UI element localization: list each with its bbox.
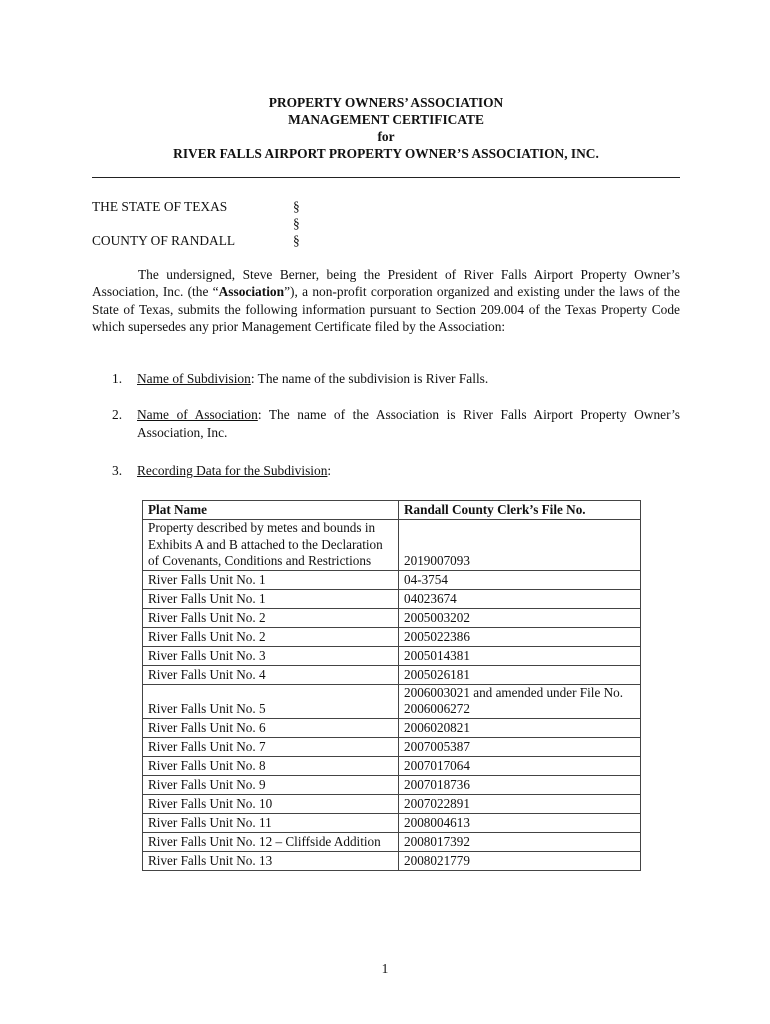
plat-name-cell: River Falls Unit No. 6 — [143, 718, 399, 737]
table-row — [143, 520, 641, 571]
file-no-cell: 2007018736 — [399, 775, 641, 794]
table-row — [143, 775, 641, 794]
column-header-plat-name: Plat Name — [143, 501, 399, 520]
item-number: 1. — [112, 371, 123, 386]
file-no-cell: 2007022891 — [399, 794, 641, 813]
plat-name-cell: River Falls Unit No. 10 — [143, 794, 399, 813]
title-line-4: RIVER FALLS AIRPORT PROPERTY OWNER’S ASSOCIATION, INC. — [173, 146, 599, 161]
file-no-cell: 2005003202 — [399, 608, 641, 627]
item-heading: Recording Data for the Subdivision — [137, 463, 328, 478]
title-line-1: PROPERTY OWNERS’ ASSOCIATION — [268, 95, 504, 110]
table-row — [143, 756, 641, 775]
recording-data-table — [142, 500, 641, 871]
county-label: COUNTY OF RANDALL — [92, 233, 236, 248]
intro-text-post: ”), a non-profit corporation organized and existing under the laws of the State of Texas, submits the following information pursuant to Section 209.004 of the Texas Property Code which supersedes any prior Management Certificate filed by the Association: — [92, 284, 680, 335]
list-item-recording-data — [112, 462, 680, 480]
item-number: 3. — [112, 463, 123, 478]
file-no-cell: 2008021779 — [399, 851, 641, 870]
table-row — [143, 813, 641, 832]
page-number: 1 — [381, 961, 389, 976]
plat-name-cell: River Falls Unit No. 7 — [143, 737, 399, 756]
title-line-2: MANAGEMENT CERTIFICATE — [288, 112, 484, 127]
file-no-cell: 2008004613 — [399, 813, 641, 832]
state-label: THE STATE OF TEXAS — [92, 199, 228, 214]
table-row — [143, 665, 641, 684]
table-header-row — [143, 501, 641, 520]
file-no-cell: 2005026181 — [399, 665, 641, 684]
intro-text-pre: The undersigned, Steve Berner, being the President of River Falls Airport Property Owner’s Association, Inc. (the “ — [92, 267, 680, 300]
plat-name-cell: River Falls Unit No. 1 — [143, 570, 399, 589]
file-no-cell: 2005014381 — [399, 646, 641, 665]
plat-name-cell: River Falls Unit No. 3 — [143, 646, 399, 665]
section-mark: § — [293, 233, 300, 248]
file-no-cell: 2005022386 — [399, 627, 641, 646]
plat-name-cell: River Falls Unit No. 12 – Cliffside Addition — [143, 832, 399, 851]
file-no-cell: 2019007093 — [399, 520, 641, 571]
plat-name-cell: River Falls Unit No. 13 — [143, 851, 399, 870]
item-text: : — [327, 463, 332, 478]
plat-name-cell: River Falls Unit No. 2 — [143, 627, 399, 646]
file-no-cell: 2008017392 — [399, 832, 641, 851]
item-number: 2. — [112, 407, 123, 422]
plat-name-cell: River Falls Unit No. 1 — [143, 589, 399, 608]
list-item-association — [112, 406, 680, 442]
header-divider — [92, 177, 680, 178]
plat-name-cell: River Falls Unit No. 8 — [143, 756, 399, 775]
plat-name-cell: River Falls Unit No. 9 — [143, 775, 399, 794]
item-text: : The name of the subdivision is River Falls. — [250, 371, 489, 386]
plat-name-cell: Property described by metes and bounds in Exhibits A and B attached to the Declaration of Covenants, Conditions and Restrictions — [143, 520, 399, 571]
file-no-cell: 04023674 — [399, 589, 641, 608]
plat-name-cell: River Falls Unit No. 2 — [143, 608, 399, 627]
section-mark: § — [293, 199, 300, 214]
item-heading: Name of Association — [137, 407, 258, 422]
file-no-cell: 2007005387 — [399, 737, 641, 756]
intro-defined-term: Association — [218, 284, 285, 300]
table-row — [143, 737, 641, 756]
plat-name-cell: River Falls Unit No. 11 — [143, 813, 399, 832]
section-mark: § — [293, 216, 300, 231]
table-row — [143, 718, 641, 737]
plat-name-cell: River Falls Unit No. 4 — [143, 665, 399, 684]
file-no-cell: 2007017064 — [399, 756, 641, 775]
table-row — [143, 794, 641, 813]
table-row — [143, 627, 641, 646]
table-row — [143, 684, 641, 718]
table-row — [143, 589, 641, 608]
column-header-file-no: Randall County Clerk’s File No. — [399, 501, 641, 520]
plat-name-cell: River Falls Unit No. 5 — [143, 684, 399, 718]
file-no-cell: 2006020821 — [399, 718, 641, 737]
title-for: for — [377, 129, 395, 144]
file-no-cell: 04-3754 — [399, 570, 641, 589]
intro-paragraph — [92, 266, 680, 336]
item-heading: Name of Subdivision — [137, 371, 251, 386]
table-row — [143, 832, 641, 851]
file-no-cell: 2006003021 and amended under File No. 2006006272 — [399, 684, 641, 718]
table-row — [143, 851, 641, 870]
item-text: : The name of the Association is River Falls Airport Property Owner’s Association, Inc. — [137, 407, 681, 440]
table-row — [143, 608, 641, 627]
list-item-subdivision — [112, 370, 680, 388]
table-row — [143, 646, 641, 665]
table-row — [143, 570, 641, 589]
